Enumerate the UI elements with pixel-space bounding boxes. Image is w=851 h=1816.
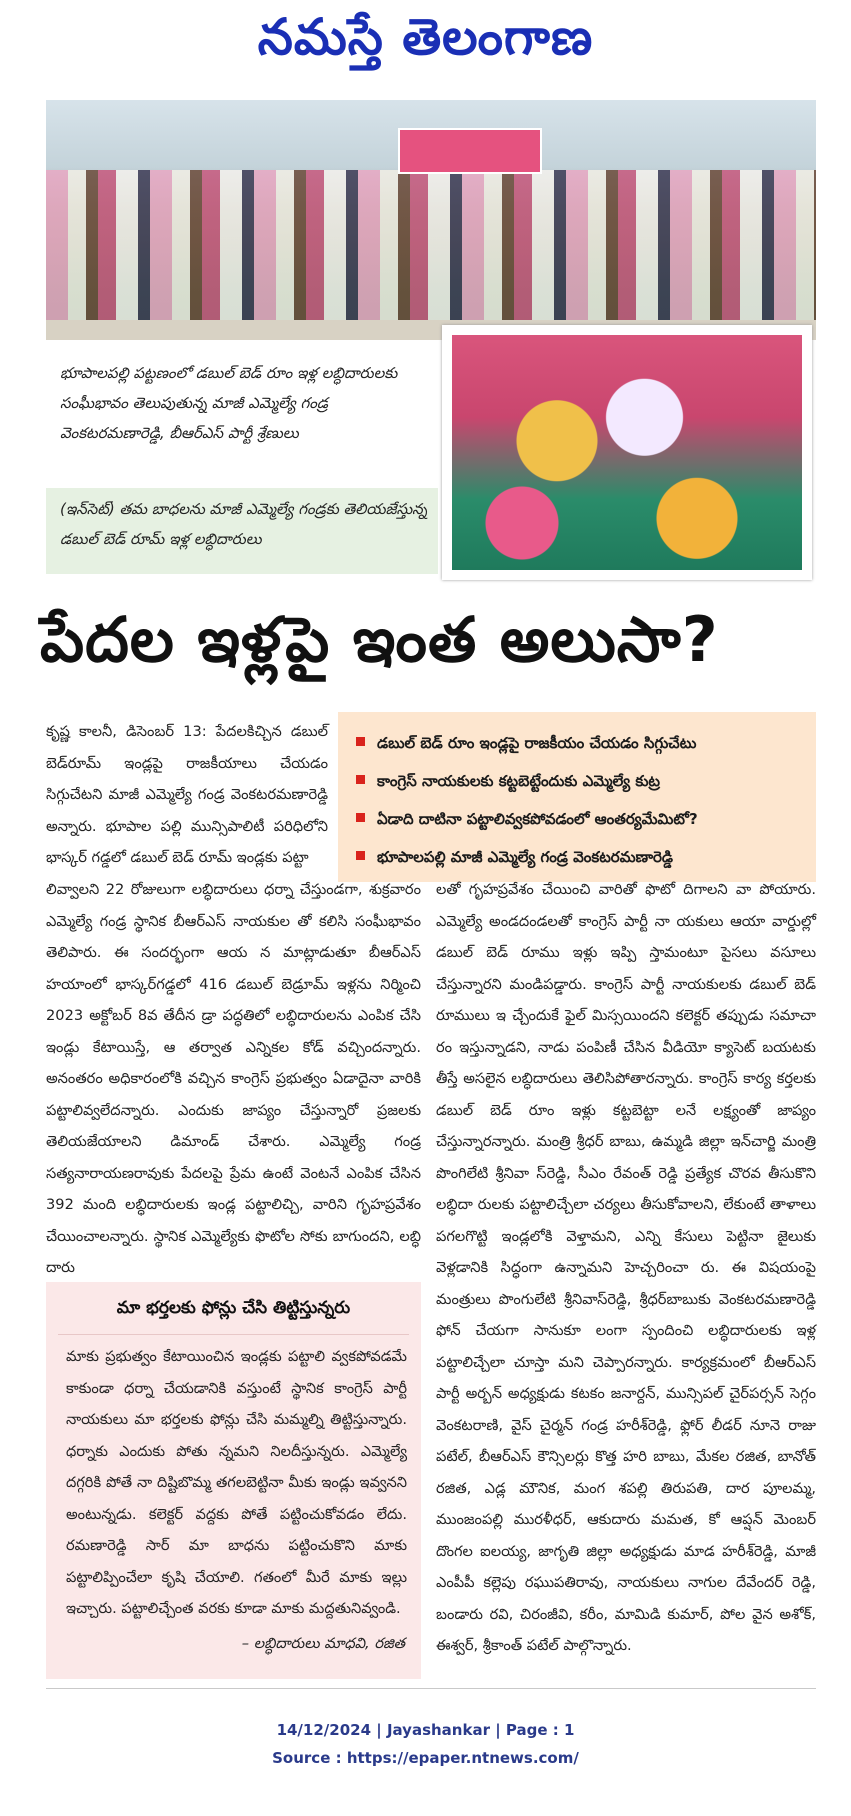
photo-banner bbox=[398, 128, 542, 174]
footer-source: Source : https://epaper.ntnews.com/ bbox=[272, 1749, 579, 1767]
bullet-square-icon bbox=[356, 813, 365, 822]
highlight-item bbox=[356, 724, 806, 762]
inset-photo-image bbox=[452, 335, 802, 570]
bullet-square-icon bbox=[356, 737, 365, 746]
highlight-text: భూపాలపల్లి మాజీ ఎమ్మెల్యే గండ్ర వెంకటరమణారెడ్డి bbox=[377, 848, 674, 866]
footer-date-edition: 14/12/2024 | Jayashankar | Page : 1 bbox=[276, 1721, 575, 1739]
highlight-text: ఏడాది దాటినా పట్టాలివ్వకపోవడంలో ఆంతర్యమేమిటో? bbox=[377, 810, 698, 828]
highlight-item bbox=[356, 838, 806, 876]
sidebar-body: మాకు ప్రభుత్వం కేటాయించిన ఇండ్లకు పట్టాలి వ్వకపోవడమే కాకుండా ధర్నా చేయడానికి వస్తుంటే స్థానిక కాంగ్రెస్ పార్టీ నాయకులు మా భర్తలకు ఫోన్లు చేసి మమ్మల్ని తిట్టిస్తున్నారు. ధర్నాకు ఎందుకు పోతు న్నమని నిలదీస్తున్నరు. ఎమ్మెల్యే దగ్గరికి పోతే నా దిష్టిబొమ్మ తగలబెట్టినా మీకు ఇండ్లు ఇవ్వనని అంటున్నడు. కలెక్టర్ వద్దకు పోతే పట్టించుకోవడం లేదు. రమణారెడ్డి సార్ మా బాధను పట్టించుకొని మాకు పట్టాలిప్పించేలా కృషి చేయాలి. గతంలో మీరే మాకు ఇల్లు ఇచ్చారు. పట్టాలిచ్చేంత వరకు కూడా మాకు మద్దతునివ్వండి. bbox=[66, 1348, 407, 1617]
highlight-item bbox=[356, 800, 806, 838]
main-photo-caption bbox=[46, 352, 438, 460]
divider bbox=[46, 1688, 816, 1689]
inset-caption-text: (ఇన్‌సెట్) తమ బాధలను మాజీ ఎమ్మెల్యే గండ్రకు తెలియజేస్తున్న డబుల్ బెడ్ రూమ్ ఇళ్ల లబ్ధిదారులు bbox=[60, 500, 428, 548]
sidebar-box bbox=[46, 1282, 421, 1679]
highlight-item bbox=[356, 762, 806, 800]
inset-photo-caption bbox=[46, 488, 438, 574]
article-column-1-top bbox=[46, 716, 328, 874]
page-footer bbox=[0, 1716, 851, 1772]
masthead-title: నమస్తే తెలంగాణ bbox=[257, 8, 594, 66]
main-caption-text: భూపాలపల్లి పట్టణంలో డబుల్ బెడ్ రూం ఇళ్ల లబ్ధిదారులకు సంఘీభావం తెలుపుతున్న మాజీ ఎమ్మెల్యే గండ్ర వెంకటరమణారెడ్డి, బీఆర్ఎస్ పార్టీ శ్రేణులు bbox=[60, 364, 398, 442]
bullet-square-icon bbox=[356, 851, 365, 860]
sidebar-title: మా భర్తలకు ఫోన్లు చేసి తిట్టిస్తున్నరు bbox=[58, 1282, 409, 1335]
headline: పేదల ఇళ్లపై ఇంత అలుసా? bbox=[40, 603, 719, 676]
highlights-box bbox=[338, 712, 816, 882]
highlight-text: కాంగ్రెస్ నాయకులకు కట్టబెట్టేందుకు ఎమ్మెల్యే కుట్ర bbox=[377, 772, 660, 790]
highlight-text: డబుల్ బెడ్ రూం ఇండ్లపై రాజకీయం చేయడం సిగ్గుచేటు bbox=[377, 734, 697, 752]
article-column-1 bbox=[46, 874, 421, 1284]
article-column-2 bbox=[436, 874, 816, 1662]
article-text-intro: కృష్ణ కాలనీ, డిసెంబర్ 13: పేదలకిచ్చిన డబుల్ బెడ్‌రూమ్ ఇండ్లపై రాజకీయాలు చేయడం సిగ్గుచేటని మాజీ ఎమ్మెల్యే గండ్ర వెంకటరమణారెడ్డి అన్నారు. భూపాల పల్లి మున్సిపాలిటీ పరిధిలోని భాస్కర్ గడ్డలో డబుల్ బెడ్ రూమ్ ఇండ్లకు పట్టా bbox=[46, 723, 328, 866]
sidebar-signature: – లబ్ధిదారులు మాధవి, రజిత bbox=[241, 1634, 405, 1652]
article-text-column-2: లతో గృహప్రవేశం చేయించి వారితో ఫొటో దిగాలని వా పోయారు. ఎమ్మెల్యే అండదండలతో కాంగ్రెస్ పార్టీ నా యకులు ఆయా వార్డుల్లో డబుల్ బెడ్ రూము ఇళ్లు ఇప్పి స్తామంటూ పైసలు వసూలు చేస్తున్నారని మండిపడ్డారు. కాంగ్రెస్ పార్టీ నాయకులకు డబుల్ బెడ్ రూములు ఇ చ్చేందుకే ఫైల్ మిస్సయిందని కలెక్టర్ తప్పుడు సమాచా రం ఇస్తున్నాడని, నాడు పంపిణీ చేసిన వీడియో క్యాసెట్ బయటకు తీస్తే అసలైన లబ్ధిదారులు తెలిసిపోతారన్నారు. కాంగ్రెస్ కార్య కర్తలకు డబుల్ బెడ్ రూం ఇళ్లు కట్టబెట్టా లనే లక్ష్యంతో జాప్యం చేస్తున్నారన్నారు. మంత్రి శ్రీధర్ బాబు, ఉమ్మడి జిల్లా ఇన్‌చార్జి మంత్రి పొంగిలేటి శ్రీనివా స్‌రెడ్డి, సీఎం రేవంత్ రెడ్డి ప్రత్యేక చొరవ తీసుకొని లబ్ధిదా రులకు పట్టాలిచ్చేలా చర్యలు తీసుకోవాలని, లేకుంటే తాళాలు పగలగొట్టి ఇండ్లలోకి వెళ్తామని, ఎన్ని కేసులు పెట్టినా జైలుకు వెళ్లడానికి సిద్ధంగా ఉన్నామని హెచ్చరించా రు. ఈ విషయంపై మంత్రులు పొంగులేటి శ్రీనివాస్‌రెడ్డి, శ్రీధర్‌బాబుకు వెంకటరమణారెడ్డి ఫోన్ చేయగా సానుకూ లంగా స్పందించి లబ్ధిదారులకు ఇళ్ల పట్టాలిచ్చేలా చూస్తా మని చెప్పారన్నారు. కార్యక్రమంలో బీఆర్ఎస్ పార్టీ అర్బన్ అధ్యక్షుడు కటకం జనార్దన్, మున్సిపల్ చైర్‌పర్సన్ సెగ్గం వెంకటరాణి, వైస్ చైర్మన్ గండ్ర హరీశ్‌రెడ్డి, ఫ్లోర్ లీడర్ నూనె రాజు పటేల్, బీఆర్ఎస్ కౌన్సిలర్లు కొత్త హరి బాబు, మేకల రజిత, బానోత్ రజిత, ఎడ్ల మౌనిక, మంగ శపల్లి తిరుపతి, దార పూలమ్మ, ముంజంపల్లి మురళీధర్, ఆకుదారు మమత, కో ఆప్షన్ మెంబర్ దొంగల ఐలయ్య, జాగృతి జిల్లా అధ్యక్షుడు మాడ హరీశ్‌రెడ్డి, మాజీ ఎంపీపీ కల్లెపు రఘుపతిరావు, నాయకులు నాగుల దేవేందర్ రెడ్డి, బండారు రవి, చిరంజీవి, కరీం, మామిడి కుమార్, పోల వైన అశోక్, ఈశ్వర్, శ్రీకాంత్ పటేల్ పాల్గొన్నారు. bbox=[436, 881, 816, 1654]
article-text-column-1: లివ్వాలని 22 రోజులుగా లబ్ధిదారులు ధర్నా చేస్తుండగా, శుక్రవారం ఎమ్మెల్యే గండ్ర స్థానిక బీఆర్ఎస్ నాయకుల తో కలిసి సంఘీభావం తెలిపారు. ఈ సందర్భంగా ఆయ న మాట్లాడుతూ బీఆర్ఎస్ హయాంలో భాస్కర్‌గడ్డలో 416 డబుల్ బెడ్రూమ్ ఇళ్లను నిర్మించి 2023 అక్టోబర్ 8వ తేదీన డ్రా పద్ధతిలో లబ్ధిదారులను ఎంపిక చేసి ఇండ్లు కేటాయిస్తే, ఆ తర్వాత ఎన్నికల కోడ్ వచ్చిందన్నారు. అనంతరం అధికారంలోకి వచ్చిన కాంగ్రెస్ ప్రభుత్వం ఏడాదైనా వారికి పట్టాలివ్వలేదన్నారు. ఎందుకు జాప్యం చేస్తున్నారో ప్రజలకు తెలియజేయాలని డిమాండ్ చేశారు. ఎమ్మెల్యే గండ్ర సత్యనారాయణరావుకు పేదలపై ప్రేమ ఉంటే వెంటనే ఎంపిక చేసిన 392 మంది లబ్ధిదారులకు ఇండ్ల పట్టాలిచ్చి, వారిని గృహప్రవేశం చేయించాలన్నారు. స్థానిక ఎమ్మెల్యేకు ఫొటోల సోకు బాగుందని, లబ్ధి దారు bbox=[46, 881, 421, 1276]
photo-crowd bbox=[46, 170, 816, 320]
inset-photo bbox=[442, 325, 812, 580]
bullet-square-icon bbox=[356, 775, 365, 784]
main-photo bbox=[46, 100, 816, 340]
masthead bbox=[0, 0, 851, 95]
